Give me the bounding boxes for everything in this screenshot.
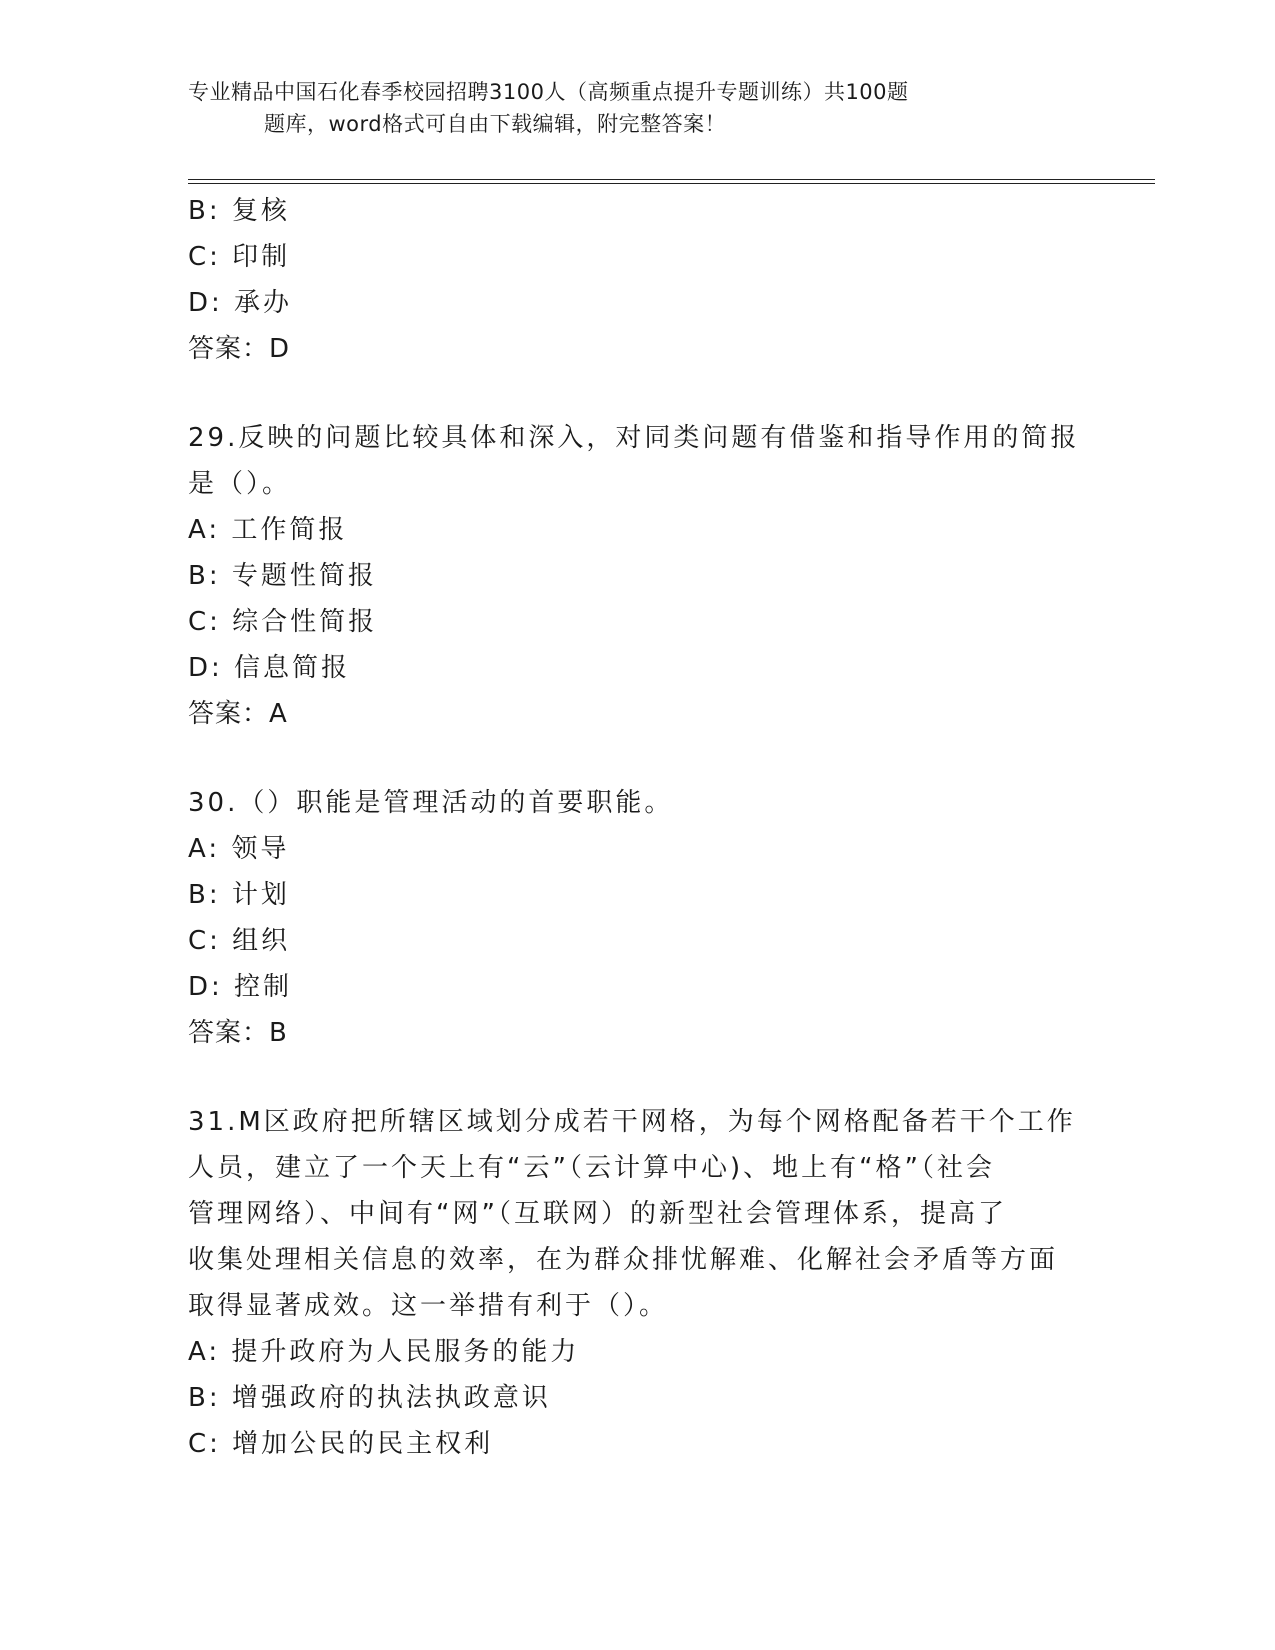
option-a: A: 提升政府为人民服务的能力: [188, 1337, 580, 1367]
question-stem-line: 取得显著成效。这一举措有利于（）。: [188, 1291, 669, 1321]
question-stem-line: 管理网络）、中间有“网”（互联网）的新型社会管理体系，提高了: [188, 1199, 1007, 1229]
question-29: [188, 415, 1088, 737]
header-rule-top: [188, 179, 1155, 180]
document-header: [188, 76, 1048, 140]
option-b: B: 复核: [188, 196, 290, 226]
question-stem-line: 29.反映的问题比较具体和深入，对同类问题有借鉴和指导作用的简报: [188, 423, 1080, 453]
question-stem-line: 是（）。: [188, 469, 292, 499]
option-c: C: 组织: [188, 926, 291, 956]
option-a: A: 工作简报: [188, 515, 348, 545]
option-d: D: 信息简报: [188, 653, 351, 683]
question-stem-line: 收集处理相关信息的效率，在为群众排忧解难、化解社会矛盾等方面: [188, 1245, 1059, 1275]
question-stem-line: 31.M区政府把所辖区域划分成若干网格，为每个网格配备若干个工作: [188, 1107, 1076, 1137]
question-gap: [188, 737, 1088, 780]
question-content: [188, 188, 1088, 1467]
option-a: A: 领导: [188, 834, 290, 864]
answer-line: 答案：B: [188, 1018, 288, 1048]
option-b: B: 增强政府的执法执政意识: [188, 1383, 551, 1413]
header-title-line-2: 题库，word格式可自由下载编辑，附完整答案！: [264, 112, 727, 136]
question-28-tail: [188, 188, 1088, 372]
option-c: C: 印制: [188, 242, 291, 272]
question-stem-line: 人员，建立了一个天上有“云”（云计算中心)、地上有“格”（社会: [188, 1153, 996, 1183]
option-c: C: 综合性简报: [188, 607, 378, 637]
question-gap: [188, 372, 1088, 415]
option-d: D: 承办: [188, 288, 293, 318]
question-stem-line: 30.（）职能是管理活动的首要职能。: [188, 788, 674, 818]
question-30: [188, 780, 1088, 1056]
option-c: C: 增加公民的民主权利: [188, 1429, 494, 1459]
option-b: B: 专题性简报: [188, 561, 377, 591]
question-31: [188, 1099, 1088, 1467]
question-gap: [188, 1056, 1088, 1099]
header-title-line-1: 专业精品中国石化春季校园招聘3100人（高频重点提升专题训练）共100题: [188, 80, 909, 104]
answer-line: 答案：D: [188, 334, 291, 364]
option-d: D: 控制: [188, 972, 293, 1002]
header-rule-bottom: [188, 183, 1155, 184]
answer-line: 答案：A: [188, 699, 288, 729]
option-b: B: 计划: [188, 880, 290, 910]
